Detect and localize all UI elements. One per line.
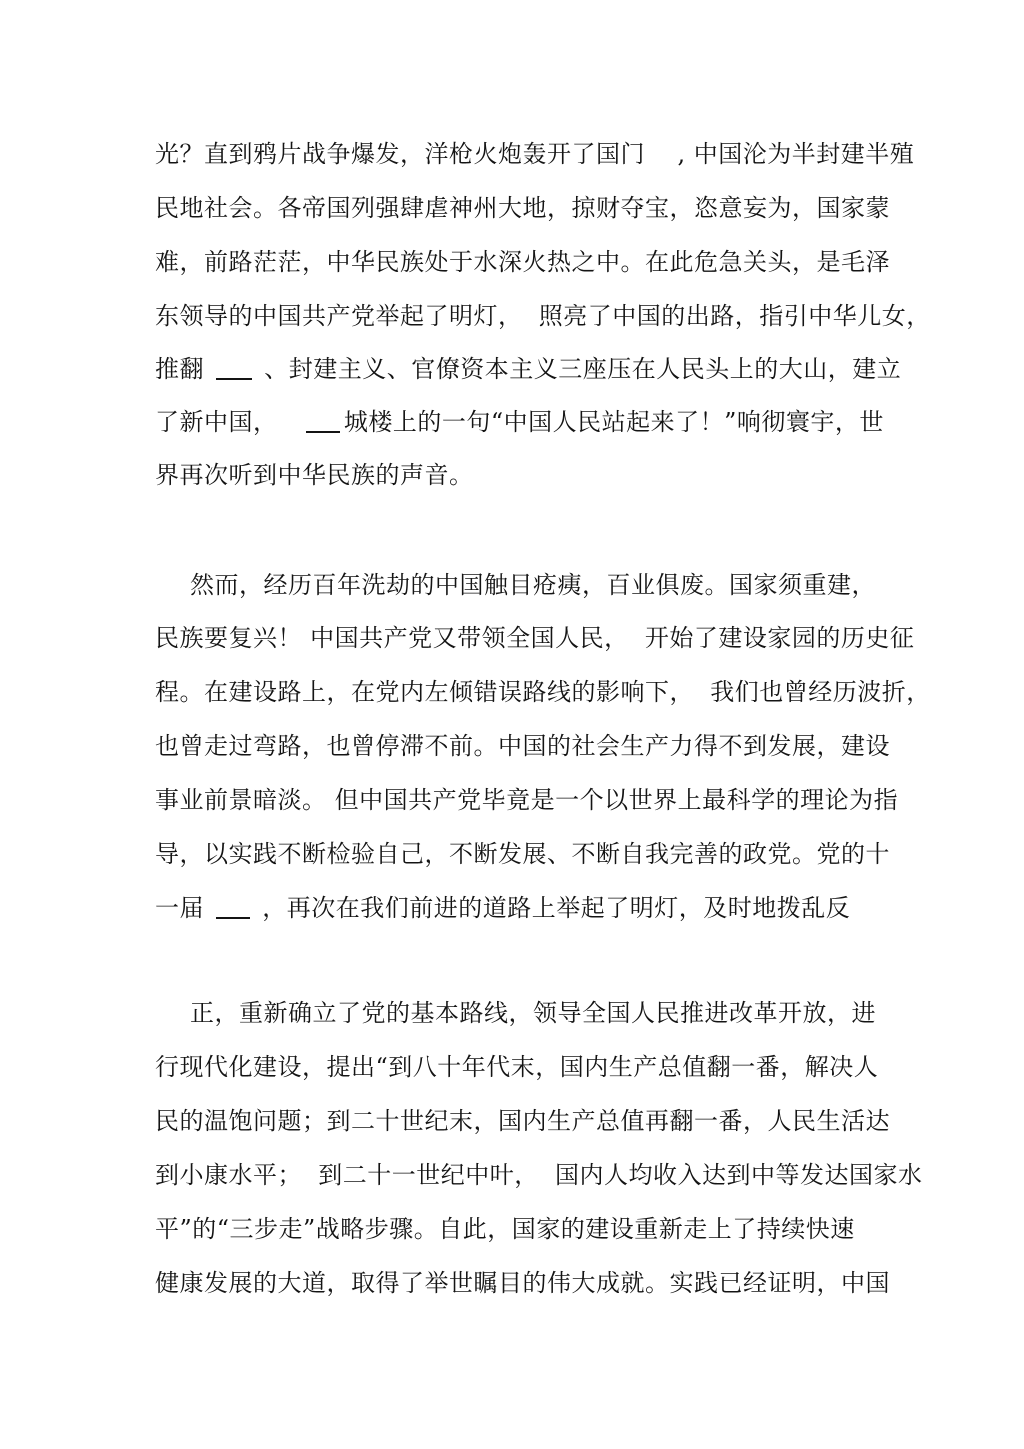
line-7-text-after: ，再次在我们前进的道路上举起了明灯，及时地拨乱反 bbox=[254, 894, 851, 922]
paragraph-3-line-3: 民的温饱问题；到二十世纪末，国内生产总值再翻一番，人民生活达 bbox=[155, 1107, 890, 1135]
fill-in-blank bbox=[306, 431, 340, 433]
paragraph-2-line-3: 程。在建设路上，在党内左倾错误路线的影响下， 我们也曾经历波折， bbox=[155, 678, 931, 706]
line-5-text-after: 、封建主义、官僚资本主义三座压在人民头上的大山，建立 bbox=[256, 355, 902, 383]
line-7-text-before: 一届 bbox=[155, 894, 213, 922]
paragraph-2-line-6: 导，以实践不断检验自己，不断发展、不断自我完善的政党。党的十 bbox=[155, 840, 890, 868]
paragraph-3-line-4: 到小康水平； 到二十一世纪中叶， 国内人均收入达到中等发达国家水 bbox=[155, 1161, 923, 1189]
paragraph-1-line-3: 难，前路茫茫，中华民族处于水深火热之中。在此危急关头，是毛泽 bbox=[155, 248, 890, 276]
paragraph-3-line-5: 平”的“三步走”战略步骤。自此，国家的建设重新走上了持续快速 bbox=[155, 1215, 855, 1243]
line-6-text-after: 城楼上的一句“中国人民站起来了！”响彻寰宇，世 bbox=[343, 408, 884, 436]
paragraph-1-line-2: 民地社会。各帝国列强肆虐神州大地，掠财夺宝，恣意妄为，国家蒙 bbox=[155, 194, 890, 222]
paragraph-3-line-6: 健康发展的大道，取得了举世瞩目的伟大成就。实践已经证明，中国 bbox=[155, 1269, 890, 1297]
paragraph-2-line-1: 然而，经历百年洗劫的中国触目疮痍，百业俱废。国家须重建， bbox=[190, 571, 876, 599]
paragraph-1-line-5 bbox=[155, 349, 901, 389]
line-5-text-before: 推翻 bbox=[155, 355, 213, 383]
paragraph-2-line-7 bbox=[155, 888, 850, 928]
paragraph-2-line-5: 事业前景暗淡。 但中国共产党毕竟是一个以世界上最科学的理论为指 bbox=[155, 786, 899, 814]
paragraph-1-line-7: 界再次听到中华民族的声音。 bbox=[155, 461, 474, 489]
paragraph-3-line-1: 正，重新确立了党的基本路线，领导全国人民推进改革开放，进 bbox=[190, 999, 876, 1027]
paragraph-2-line-2: 民族要复兴！ 中国共产党又带领全国人民， 开始了建设家园的历史征 bbox=[155, 624, 915, 652]
paragraph-3-line-2: 行现代化建设，提出“到八十年代末，国内生产总值翻一番，解决人 bbox=[155, 1053, 879, 1081]
fill-in-blank bbox=[216, 917, 250, 919]
paragraph-1-line-6 bbox=[155, 402, 884, 442]
paragraph-2-line-4: 也曾走过弯路，也曾停滞不前。中国的社会生产力得不到发展，建设 bbox=[155, 732, 890, 760]
line-6-text-before: 了新中国， bbox=[155, 408, 302, 436]
fill-in-blank bbox=[216, 378, 252, 380]
paragraph-1-line-4: 东领导的中国共产党举起了明灯， 照亮了中国的出路，指引中华儿女， bbox=[155, 302, 931, 330]
paragraph-1-line-1: 光？直到鸦片战争爆发，洋枪火炮轰开了国门 , 中国沦为半封建半殖 bbox=[155, 140, 915, 168]
